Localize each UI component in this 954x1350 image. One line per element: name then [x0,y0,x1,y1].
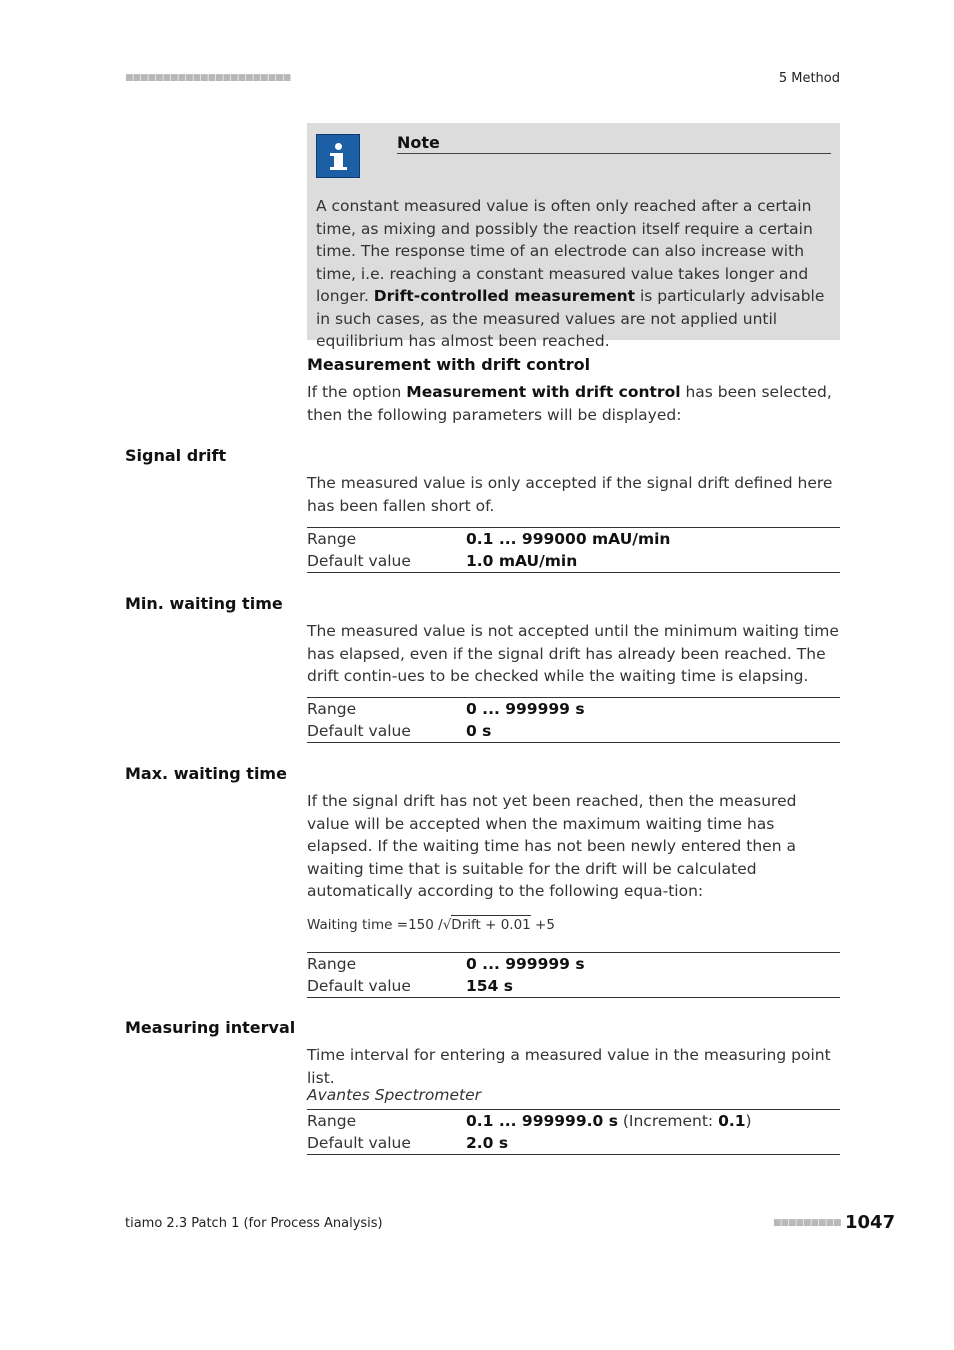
default-row: Default value 0 s [307,722,492,740]
waiting-time-formula: Waiting time =150 /√Drift + 0.01 +5 [307,917,555,933]
param-max-waiting-title: Max. waiting time [125,764,287,783]
param-min-waiting-table [307,697,840,743]
info-icon [316,134,360,178]
default-row: Default value 2.0 s [307,1134,509,1152]
param-signal-drift-table [307,527,840,573]
param-min-waiting-title: Min. waiting time [125,594,283,613]
header-decoration: ■■■■■■■■■■■■■■■■■■■■■■ [125,73,291,83]
range-row: Range 0 ... 999999 s [307,955,585,973]
range-row: Range 0.1 ... 999999.0 s (Increment: 0.1) [307,1112,752,1130]
section-title: Measurement with drift control [307,355,591,374]
default-row: Default value 1.0 mAU/min [307,552,578,570]
range-row: Range 0 ... 999999 s [307,700,585,718]
section-intro: If the option Measurement with drift control has been selected, then the following parameters will be displayed: [307,383,832,424]
page-number: 1047 [845,1212,896,1233]
footer-product: tiamo 2.3 Patch 1 (for Process Analysis) [125,1216,383,1231]
note-box [307,123,840,350]
param-max-waiting-description: If the signal drift has not yet been reached, then the measured value will be accepted when the maximum waiting time has elapsed. If the waiting time has not been newly entered then a waiting time that is suitable for the drift will be calculated automatically according to the following equa-tion: [307,792,797,900]
note-text: A constant measured value is often only reached after a certain time, as mixing and possibly the reaction itself require a certain time. The response time of an electrode can also increase with time, i.e. reaching a constant measured value takes longer and longer. Drift-controlled measurement is particularly advisable in such cases, as the measured values are not applied until equilibrium has almost been reached. [316,197,825,350]
param-measuring-interval-description: Time interval for entering a measured value in the measuring point list. [307,1046,831,1087]
default-row: Default value 154 s [307,977,513,995]
note-title: Note [397,133,831,154]
param-signal-drift-title: Signal drift [125,446,227,465]
chapter-title: 5 Method [778,71,840,86]
param-min-waiting-description: The measured value is not accepted until the minimum waiting time has elapsed, even if the signal drift has already been reached. The drift contin-ues to be checked while the waiting time is elapsing. [307,622,839,685]
param-max-waiting-table [307,952,840,998]
device-label: Avantes Spectrometer [307,1086,482,1104]
param-signal-drift-description: The measured value is only accepted if the signal drift defined here has been fallen short of. [307,474,833,515]
param-measuring-interval-table [307,1109,840,1155]
param-measuring-interval-title: Measuring interval [125,1018,296,1037]
range-row: Range 0.1 ... 999000 mAU/min [307,530,671,548]
footer-decoration: ■■■■■■■■■ [773,1218,841,1228]
